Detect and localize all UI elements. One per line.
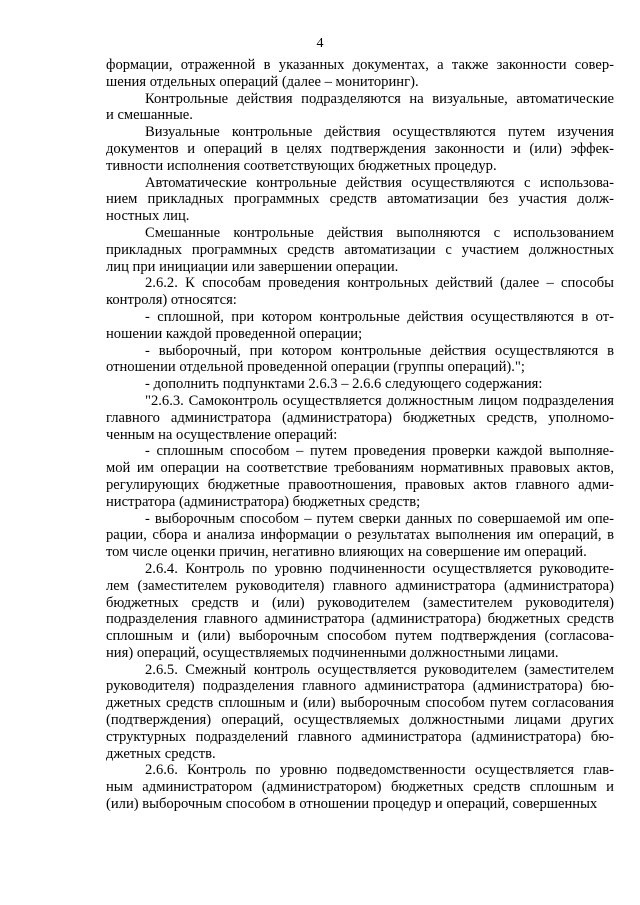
text-line: джетных средств сплошным и (или) выборочным способом путем согласования xyxy=(106,695,614,712)
text-line: (или) выборочным способом в отношении процедур и операций, совершенных xyxy=(106,796,598,813)
text-line: Автоматические контрольные действия осуществляются с использова- xyxy=(145,174,614,191)
text-line: ченным на осуществление операций: xyxy=(106,426,338,443)
text-line: Контрольные действия подразделяются на визуальные, автоматические xyxy=(145,90,614,107)
paragraph xyxy=(106,511,614,561)
text-line: бюджетных средств и (или) руководителем (заместителем руководителя) xyxy=(106,594,614,611)
text-line: документов и операций в целях подтверждения законности и (или) эффек- xyxy=(106,140,614,157)
paragraph xyxy=(106,662,614,763)
paragraph xyxy=(106,443,614,510)
text-line: - выборочным способом – путем сверки данных по совершаемой им опе- xyxy=(145,510,614,527)
paragraph xyxy=(106,393,614,443)
text-line: мой им операции на соответствие требованиям нормативных правовых актов, xyxy=(106,460,614,477)
text-line: прикладных программных средств автоматизации с участием должностных xyxy=(106,241,614,258)
text-line: 2.6.4. Контроль по уровню подчиненности осуществляется руководите- xyxy=(145,560,614,577)
text-line: - сплошным способом – путем проведения проверки каждой выполняе- xyxy=(145,443,614,460)
text-line: нием прикладных программных средств автоматизации без участия долж- xyxy=(106,191,614,208)
text-line: нистратора (администратора) бюджетных средств; xyxy=(106,493,421,510)
paragraph xyxy=(106,561,614,662)
paragraph xyxy=(106,343,614,377)
text-line: 2.6.5. Смежный контроль осуществляется руководителем (заместителем xyxy=(145,661,614,678)
text-line: - выборочный, при котором контрольные действия осуществляются в xyxy=(145,342,614,359)
paragraph xyxy=(106,762,614,812)
text-line: 2.6.6. Контроль по уровню подведомственности осуществляется глав- xyxy=(145,762,614,779)
text-line: Смешанные контрольные действия выполняются с использованием xyxy=(145,224,614,241)
text-line: регулирующих бюджетные правоотношения, правовых актов главного адми- xyxy=(106,476,614,493)
text-line: сплошным и (или) выборочным способом путем подтверждения (согласова- xyxy=(106,628,614,645)
paragraph xyxy=(106,91,614,125)
text-line: том числе оценки причин, негативно влияющих на совершение им операций. xyxy=(106,544,587,561)
text-line: формации, отраженной в указанных документах, а также законности совер- xyxy=(106,57,614,73)
text-line: структурных подразделений главного администратора (администратора) бю- xyxy=(106,728,614,745)
text-line: (подтверждения) операций, осуществляемых должностными лицами других xyxy=(106,712,614,729)
paragraph xyxy=(106,57,614,91)
text-line: тивности исполнения соответствующих бюджетных процедур. xyxy=(106,157,497,174)
text-line: шения отдельных операций (далее – мониторинг). xyxy=(106,73,419,90)
text-line: главного администратора (администратора) бюджетных средств, уполномо- xyxy=(106,409,614,426)
text-line: ным администратором (администратором) бюджетных средств сплошным и xyxy=(106,779,614,796)
text-line: лем (заместителем руководителя) главного администратора (администратора) xyxy=(106,577,614,594)
text-line: руководителя) подразделения главного администратора (администратора) бю- xyxy=(106,678,614,695)
document-body xyxy=(106,57,614,813)
text-line: и смешанные. xyxy=(106,107,193,124)
text-line: ния) операций, осуществляемых подчиненными должностными лицами. xyxy=(106,644,559,661)
text-line: джетных средств. xyxy=(106,745,216,762)
paragraph xyxy=(106,309,614,343)
text-line: Визуальные контрольные действия осуществляются путем изучения xyxy=(145,124,614,141)
paragraph xyxy=(106,376,614,393)
page-number: 4 xyxy=(316,36,324,51)
text-line: "2.6.3. Самоконтроль осуществляется должностным лицом подразделения xyxy=(145,392,614,409)
text-line: - дополнить подпунктами 2.6.3 – 2.6.6 следующего содержания: xyxy=(145,376,543,393)
paragraph xyxy=(106,124,614,174)
text-line: ношении каждой проведенной операции; xyxy=(106,325,363,342)
text-line: подразделения главного администратора (администратора) бюджетных средств xyxy=(106,611,614,628)
text-line: рации, сбора и анализа информации о результатах выполнения им операций, в xyxy=(106,527,614,544)
text-line: 2.6.2. К способам проведения контрольных действий (далее – способы xyxy=(145,275,614,292)
text-line: контроля) относятся: xyxy=(106,292,237,309)
paragraph xyxy=(106,175,614,225)
text-line: - сплошной, при котором контрольные действия осуществляются в от- xyxy=(145,308,614,325)
paragraph xyxy=(106,225,614,275)
paragraph xyxy=(106,275,614,309)
text-line: лиц при инициации или завершении операции. xyxy=(106,258,399,275)
text-line: отношении отдельной проведенной операции (группы операций)."; xyxy=(106,359,525,376)
text-line: ностных лиц. xyxy=(106,208,190,225)
